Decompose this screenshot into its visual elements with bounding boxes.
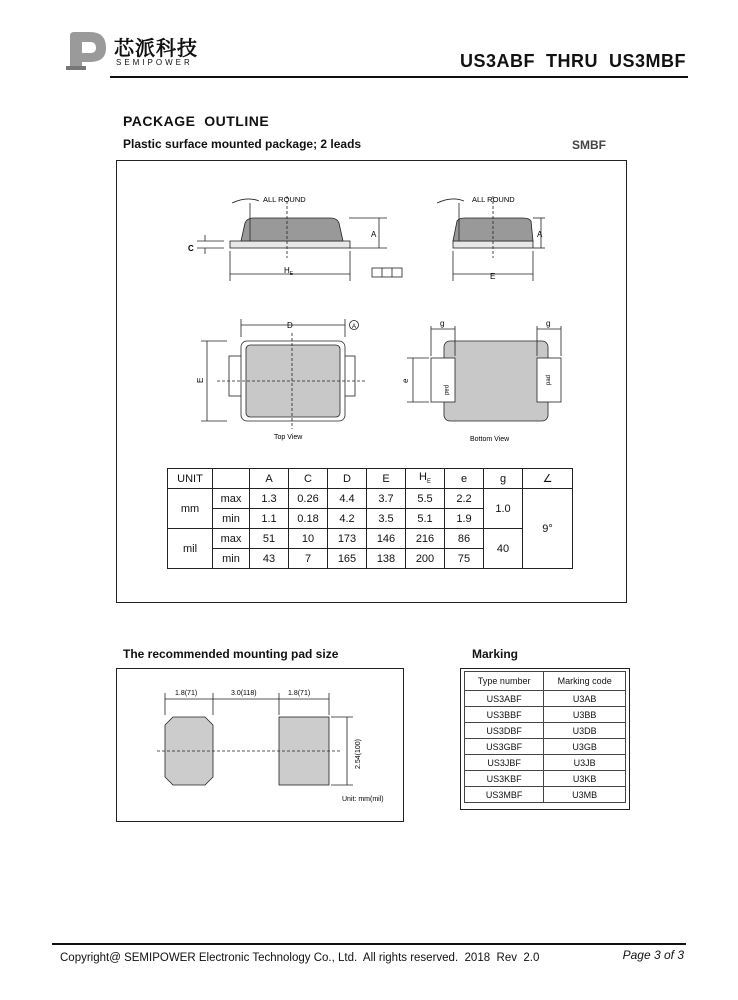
marking-box <box>460 668 630 810</box>
cell-g-mil: 40 <box>484 529 523 569</box>
header-rule <box>110 76 688 78</box>
pad-height: 2.54(100) <box>355 739 362 769</box>
logo-chinese-name: 芯派科技 <box>114 36 198 60</box>
header-d: D <box>328 469 367 489</box>
cell: 51 <box>250 529 289 549</box>
cell: U3MB <box>544 787 626 803</box>
label-pad-right: pad <box>546 374 552 385</box>
table-header-row <box>168 469 573 489</box>
cell: 43 <box>250 549 289 569</box>
table-row <box>168 529 573 549</box>
cell-angle: 9° <box>523 489 573 569</box>
cell: 3.7 <box>367 489 406 509</box>
pad-dim-1: 1.8(71) <box>175 690 198 697</box>
label-all-round-left: ALL ROUND <box>263 195 306 204</box>
cell: 138 <box>367 549 406 569</box>
cell: 7 <box>289 549 328 569</box>
unit-mil: mil <box>168 529 213 569</box>
row-label: max <box>213 529 250 549</box>
label-datum-a: A <box>352 324 357 330</box>
company-logo <box>64 28 214 72</box>
package-outline-box <box>116 160 627 603</box>
cell: 200 <box>406 549 445 569</box>
pad-dim-3: 1.8(71) <box>288 690 311 697</box>
table-row <box>465 739 626 755</box>
cell: 86 <box>445 529 484 549</box>
cell: US3BBF <box>465 707 544 723</box>
cell-g-mm: 1.0 <box>484 489 523 529</box>
row-label: min <box>213 549 250 569</box>
table-row <box>465 691 626 707</box>
label-dim-d: D <box>287 321 293 330</box>
pad-dim-2: 3.0(118) <box>231 690 257 697</box>
bottom-view <box>407 326 561 421</box>
cell: 0.18 <box>289 509 328 529</box>
section-title-package-outline: PACKAGE OUTLINE <box>123 113 270 129</box>
table-row <box>465 771 626 787</box>
label-dim-g-left: g <box>440 319 445 328</box>
mounting-pad-drawing <box>117 669 403 821</box>
header-blank <box>213 469 250 489</box>
cell: U3GB <box>544 739 626 755</box>
table-row <box>168 489 573 509</box>
header-e-lower: e <box>445 469 484 489</box>
side-view-right <box>437 196 545 281</box>
cell: 216 <box>406 529 445 549</box>
cell: 1.1 <box>250 509 289 529</box>
pad-unit: Unit: mm(mil) <box>342 796 384 803</box>
document-title: US3ABF THRU US3MBF <box>459 51 686 71</box>
section-title-marking: Marking <box>472 647 519 661</box>
cell: US3MBF <box>465 787 544 803</box>
cell: US3KBF <box>465 771 544 787</box>
label-dim-g-right: g <box>546 319 551 328</box>
marking-header-row <box>465 672 626 691</box>
cell: 146 <box>367 529 406 549</box>
footer-rule <box>52 943 686 945</box>
top-view <box>201 319 367 429</box>
dimensions-table <box>167 468 573 569</box>
cell: 5.1 <box>406 509 445 529</box>
footer-copyright: Copyright@ SEMIPOWER Electronic Technology Co., Ltd. All rights reserved. 2018 Rev 2.0 <box>60 952 540 964</box>
package-code: SMBF <box>572 138 606 152</box>
label-dim-a-left: A <box>371 230 377 239</box>
package-drawings <box>117 161 626 461</box>
row-label: min <box>213 509 250 529</box>
header-type-number: Type number <box>465 672 544 691</box>
cell: U3AB <box>544 691 626 707</box>
cell: 3.5 <box>367 509 406 529</box>
logo-english-name: SEMIPOWER <box>116 58 193 67</box>
cell: 2.2 <box>445 489 484 509</box>
cell: US3GBF <box>465 739 544 755</box>
header-marking-code: Marking code <box>544 672 626 691</box>
marking-table <box>464 671 626 803</box>
label-top-view: Top View <box>274 434 303 441</box>
label-pad-left: pad <box>443 385 449 396</box>
label-all-round-right: ALL ROUND <box>472 195 515 204</box>
header-e: E <box>367 469 406 489</box>
label-dim-e-top: E <box>196 377 205 383</box>
label-dim-he: $H_E$ <box>284 266 294 277</box>
cell: 0.26 <box>289 489 328 509</box>
cell: U3BB <box>544 707 626 723</box>
cell: 4.4 <box>328 489 367 509</box>
cell: 165 <box>328 549 367 569</box>
label-bottom-view: Bottom View <box>470 436 510 443</box>
cell: 4.2 <box>328 509 367 529</box>
header-g: g <box>484 469 523 489</box>
table-row <box>465 723 626 739</box>
cell: U3KB <box>544 771 626 787</box>
cell: 1.3 <box>250 489 289 509</box>
cell: 1.9 <box>445 509 484 529</box>
label-dim-c: C <box>188 244 194 253</box>
header-unit: UNIT <box>168 469 213 489</box>
label-dim-a-right: A <box>537 230 543 239</box>
section-title-mounting-pad: The recommended mounting pad size <box>123 647 339 661</box>
row-label: max <box>213 489 250 509</box>
cell: US3ABF <box>465 691 544 707</box>
unit-mm: mm <box>168 489 213 529</box>
cell: 173 <box>328 529 367 549</box>
footer-page-number: Page 3 of 3 <box>622 948 684 962</box>
header-a: A <box>250 469 289 489</box>
table-row <box>465 755 626 771</box>
header-angle: ∠ <box>523 469 573 489</box>
cell: US3JBF <box>465 755 544 771</box>
table-row <box>465 787 626 803</box>
package-subtitle: Plastic surface mounted package; 2 leads <box>123 137 362 151</box>
mounting-pad-box <box>116 668 404 822</box>
table-row <box>465 707 626 723</box>
cell: 10 <box>289 529 328 549</box>
cell: 5.5 <box>406 489 445 509</box>
header-he: $H_E$ <box>406 469 445 489</box>
cell: US3DBF <box>465 723 544 739</box>
label-dim-e-lower: e <box>401 378 410 383</box>
cell: 75 <box>445 549 484 569</box>
header-c: C <box>289 469 328 489</box>
cell: U3JB <box>544 755 626 771</box>
label-dim-e-side: E <box>490 272 496 281</box>
logo-mark-icon <box>64 28 112 72</box>
cell: U3DB <box>544 723 626 739</box>
